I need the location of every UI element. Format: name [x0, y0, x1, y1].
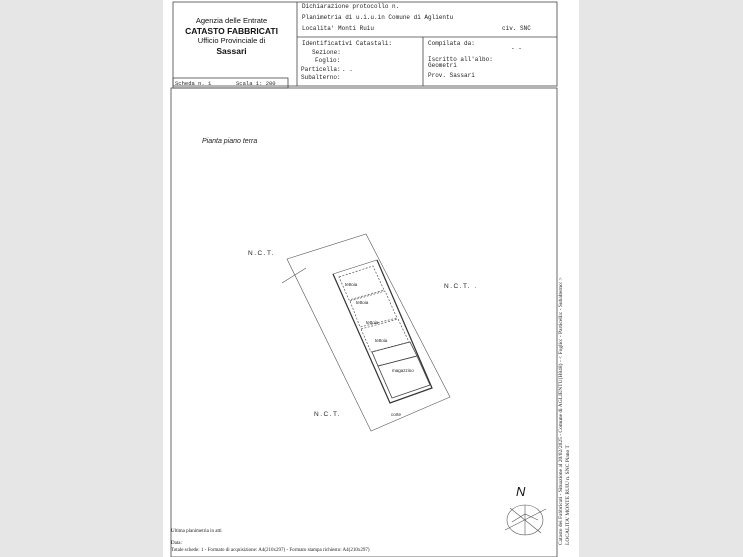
particella-label: Particella: [301, 66, 341, 73]
civ-label: civ. SNC [502, 25, 531, 32]
scala-label: Scala 1: 200 [236, 80, 276, 87]
nct-label-south: N.C.T. [314, 411, 342, 418]
floor-label: Pianta piano terra [202, 138, 258, 145]
catasto-title: CATASTO FABBRICATI [185, 26, 278, 36]
localita-label: Localita' Monti Ruiu [302, 25, 375, 32]
compilata-value: - - [511, 45, 522, 52]
province-name: Sassari [216, 46, 247, 56]
agency-block [175, 2, 288, 86]
agency-name: Agenzia delle Entrate [195, 16, 268, 25]
boundary-line [282, 268, 306, 283]
room-label-tettoia-3: tettoia [366, 320, 379, 325]
iscritto-value: Geometri [428, 62, 457, 69]
room-label-magazzino: magazzino [392, 368, 414, 373]
room-label-tettoia-1: tettoia [345, 282, 358, 287]
scheda-label: Scheda n. 1 [175, 80, 212, 87]
nct-label-west: N.C.T. [248, 250, 276, 257]
dichiarazione-label: Dichiarazione protocollo n. [302, 3, 400, 10]
ufficio-label: Ufficio Provinciale di [197, 36, 266, 45]
particella-value: . . [342, 66, 353, 73]
compass-icon [505, 505, 546, 535]
data-label: Data: [171, 541, 182, 546]
room-label-tettoia-4: tettoia [375, 338, 388, 343]
plot-outline [287, 234, 450, 431]
plan-frame [171, 88, 557, 557]
identificativi-label: Identificativi Catastali: [302, 40, 393, 47]
subalterno-label: Subalterno: [301, 74, 341, 81]
room-label-tettoia-2: tettoia [356, 300, 369, 305]
sezione-label: Sezione: [312, 49, 341, 56]
side-text-line2: LOCALITA' MONTE RUIU n. SNC Piano T [565, 445, 571, 545]
compilata-label: Compilata da: [428, 40, 475, 47]
corte-label: corte [391, 412, 402, 417]
iscritto-label: Iscritto all'albo: [428, 56, 493, 63]
foglio-label: Foglio: [315, 57, 341, 64]
totale-label: Totale schede: 1 - Formato di acquisizione: A4(210x297) - Formato stampa richiesto: A4(210x297) [171, 548, 370, 553]
north-label: N [516, 484, 526, 499]
nct-label-east: N.C.T. . [444, 283, 478, 290]
ultima-label: Ultima planimetria in atti [171, 529, 222, 534]
side-text-line1: Catasto dei Fabbricati - Situazione al 20/02/2025 - Comune di AGLIENTU(H848) - < Foglio: - Particella: - Subalterno: > [558, 277, 564, 545]
prov-label: Prov. Sassari [428, 72, 475, 79]
planimetria-label: Planimetria di u.i.u.in Comune di Aglientu [302, 14, 454, 21]
